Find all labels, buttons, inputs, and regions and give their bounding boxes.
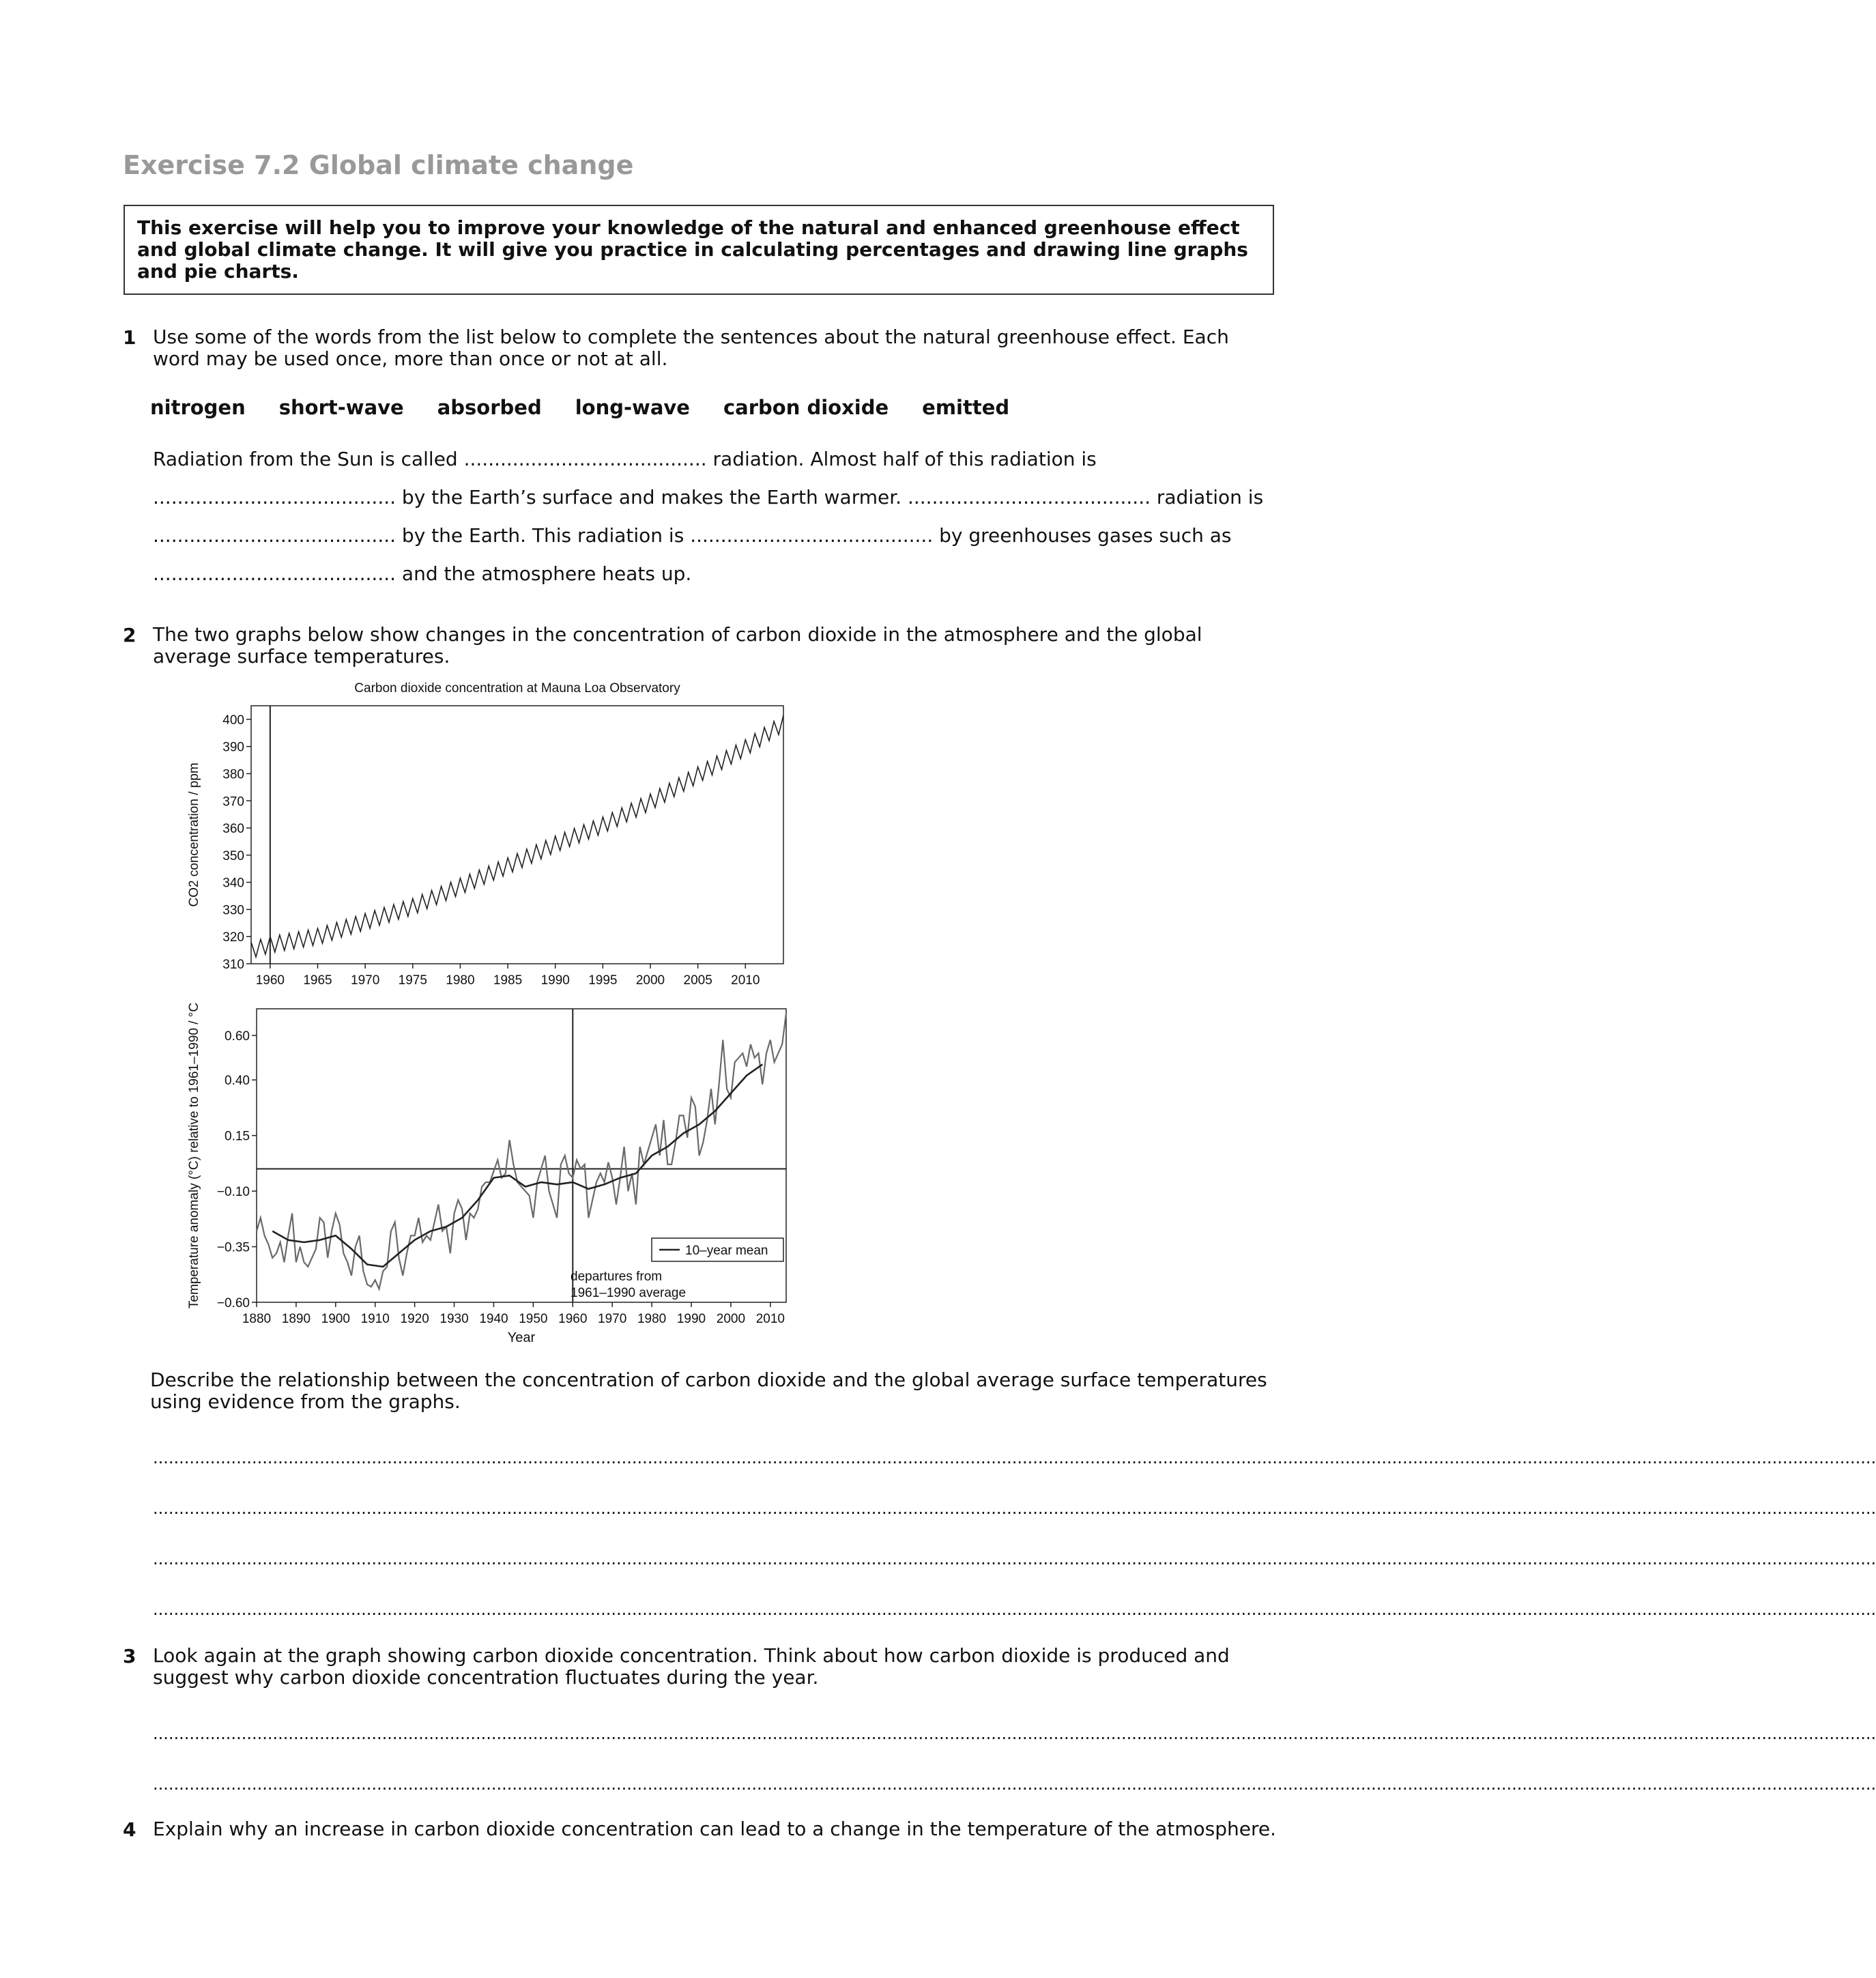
x-tick-label: 1910 [360,1312,390,1326]
intro-box: This exercise will help you to improve your knowledge of the natural and enhanced greenhouse effect and global climate change. It will give you practice in calculating percentages and drawing line graphs and pie charts. [124,205,1274,295]
x-tick-label: 1890 [281,1312,311,1326]
answer-line[interactable]: ........................................................................................................................................................................................................................................................................................................................................... [153,1600,1876,1619]
legend [652,1238,783,1261]
co2-series-line [251,715,783,957]
y-tick-label: −0.35 [216,1240,250,1255]
x-tick-label: 1990 [676,1312,706,1326]
y-tick-label: 0.60 [225,1029,250,1044]
climate-graphs-figure [177,676,805,1351]
x-tick-label: 2010 [755,1312,785,1326]
q3-text: Look again at the graph showing carbon dioxide concentration. Think about how carbon dioxide is produced and suggest why carbon dioxide concentration fluctuates during the year. [153,1644,1230,1689]
answer-line[interactable]: ........................................................................................................................................................................................................................................................................................................................................... [153,1724,1876,1743]
q3-number: 3 [123,1645,136,1667]
y-tick-label: 350 [222,848,244,863]
x-tick-label: 2010 [731,973,760,988]
legend-label: 10–year mean [685,1244,768,1258]
x-tick-label: 1970 [598,1312,627,1326]
x-axis-label: Year [507,1330,536,1345]
y-tick-label: 340 [222,876,244,891]
x-tick-label: 1940 [479,1312,508,1326]
y-tick-label: 390 [222,740,244,755]
x-tick-label: 1900 [321,1312,350,1326]
answer-line[interactable]: ........................................................................................................................................................................................................................................................................................................................................... [153,1775,1876,1794]
x-tick-label: 1995 [588,973,618,988]
y-axis-label: Temperature anomaly (°C) relative to 1961–1990 / °C [187,1002,201,1309]
q2-number: 2 [123,624,136,646]
word-list [150,396,1009,419]
x-tick-label: 1880 [242,1312,272,1326]
q1-number: 1 [123,326,136,349]
x-tick-label: 1960 [255,973,285,988]
x-tick-label: 2005 [683,973,712,988]
ten-year-mean-line [272,1064,762,1267]
chart-title: Carbon dioxide concentration at Mauna Loa Observatory [354,681,680,696]
x-tick-label: 1950 [519,1312,548,1326]
x-tick-label: 1990 [540,973,570,988]
word-nitrogen: nitrogen [150,396,246,419]
x-tick-label: 1980 [637,1312,667,1326]
cloze-line-2: ........................................ by the Earth’s surface and makes the Earth warmer. ........................................ radiation is [153,486,1264,508]
x-tick-label: 1930 [439,1312,469,1326]
word-short-wave: short-wave [278,396,404,419]
y-tick-label: 370 [222,794,244,809]
y-tick-label: 360 [222,822,244,837]
cloze-line-4: ........................................ and the atmosphere heats up. [153,562,692,585]
y-tick-label: 400 [222,713,244,728]
exercise-title: Exercise 7.2 Global climate change [123,150,634,180]
q1-text: Use some of the words from the list below to complete the sentences about the natural greenhouse effect. Each word may be used once, more than once or not at all. [153,326,1229,370]
word-carbon-dioxide: carbon dioxide [723,396,889,419]
x-tick-label: 1980 [446,973,475,988]
y-tick-label: 380 [222,767,244,782]
y-tick-label: 320 [222,930,244,945]
answer-line[interactable]: ........................................................................................................................................................................................................................................................................................................................................... [153,1549,1876,1568]
q2-question: Describe the relationship between the concentration of carbon dioxide and the global average surface temperatures using evidence from the graphs. [150,1368,1267,1413]
word-long-wave: long-wave [575,396,690,419]
x-tick-label: 2000 [716,1312,746,1326]
q2-text: The two graphs below show changes in the concentration of carbon dioxide in the atmosphere and the global average surface temperatures. [153,623,1202,668]
x-tick-label: 1985 [493,973,523,988]
plot-frame [251,706,783,964]
cloze-line-1: Radiation from the Sun is called ........................................ radiation. Almost half of this radiation is [153,448,1097,470]
co2-chart [187,681,783,988]
cloze-line-3: ........................................ by the Earth. This radiation is ........................................ by greenhouses gases such as [153,524,1232,547]
chart-annotation: departures from [571,1270,663,1284]
answer-line[interactable]: ........................................................................................................................................................................................................................................................................................................................................... [153,1499,1876,1518]
q4-number: 4 [123,1818,136,1841]
x-tick-label: 1920 [400,1312,429,1326]
x-tick-label: 1970 [351,973,380,988]
y-tick-label: 310 [222,958,244,972]
answer-line[interactable]: ........................................................................................................................................................................................................................................................................................................................................... [153,1448,1876,1467]
x-tick-label: 1960 [558,1312,588,1326]
y-axis-label: CO2 concentration / ppm [187,762,201,907]
word-absorbed: absorbed [437,396,542,419]
chart-annotation: 1961–1990 average [571,1286,687,1300]
y-tick-label: −0.10 [216,1185,250,1200]
word-emitted: emitted [922,396,1010,419]
x-tick-label: 1975 [398,973,427,988]
y-tick-label: 330 [222,903,244,918]
q4-text: Explain why an increase in carbon dioxide concentration can lead to a change in the temperature of the atmosphere. [153,1818,1277,1840]
x-tick-label: 1965 [303,973,332,988]
y-tick-label: 0.40 [225,1074,250,1089]
y-tick-label: 0.15 [225,1129,250,1144]
y-tick-label: −0.60 [216,1296,250,1310]
temperature-chart [187,1003,786,1345]
x-tick-label: 2000 [635,973,665,988]
